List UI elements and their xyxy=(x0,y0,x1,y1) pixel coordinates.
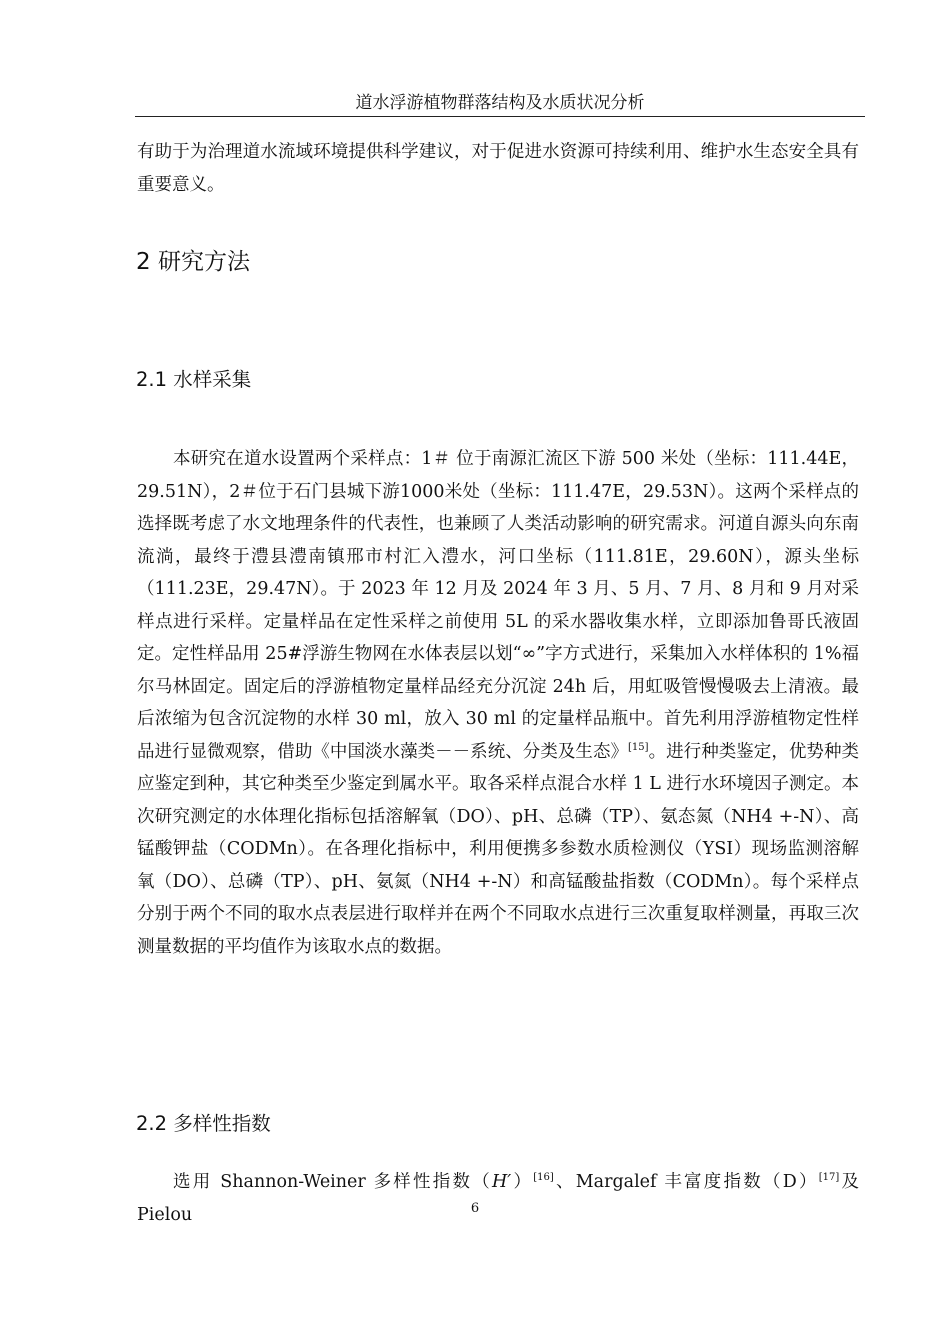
diversity-text-a: 选用 Shannon-Weiner 多样性指数（ xyxy=(173,1172,492,1192)
section-heading-methods: 2 研究方法 xyxy=(136,249,250,275)
diversity-text-c: 、Margalef 丰富度指数（D） xyxy=(553,1172,819,1192)
subsection-heading-sampling: 2.1 水样采集 xyxy=(136,368,252,391)
diversity-text-d: 及 Pielou xyxy=(137,1172,860,1225)
citation-17: [17] xyxy=(818,1172,840,1184)
sampling-text-part1: 本研究在道水设置两个采样点：1＃ 位于南源汇流区下游 500 米处（坐标：111.44E，29.51N），2＃位于石门县城下游1000米处（坐标：111.47E，29.53N）。这两个采样点的选择既考虑了水文地理条件的代表性，也兼顾了人类活动影响的研究需求。河道自源头向东南流淌，最终于澧县澧南镇邢市村汇入澧水，河口坐标（111.81E，29.60N），源头坐标（111.23E，29.47N）。于 2023 年 12 月及 2024 年 3 月、5 月、7 月、8 月和 9 月对采样点进行采样。定量样品在定性采样之前使用 5L 的采水器收集水样，立即添加鲁哥氏液固定。定性样品用 25#浮游生物网在水体表层以划“∞”字方式进行，采集加入水样体积的 1%福尔马林固定。固定后的浮游植物定量样品经充分沉淀 24h 后，用虹吸管慢慢吸去上清液。最后浓缩为包含沉淀物的水样 30 ml，放入 30 ml 的定量样品瓶中。首先利用浮游植物定性样品进行显微观察，借助《中国淡水藻类－－系统、分类及生态》 xyxy=(137,449,859,762)
sampling-paragraph xyxy=(137,443,859,963)
citation-15: [15] xyxy=(628,741,649,753)
sampling-text-part2: 。进行种类鉴定，优势种类应鉴定到种，其它种类至少鉴定到属水平。取各采样点混合水样 1 L 进行水环境因子测定。本次研究测定的水体理化指标包括溶解氧（DO）、pH、总磷（TP）、氨态氮（NH4 +-N）、高锰酸钾盐（CODMn）。在各理化指标中，利用便携多参数水质检测仪（YSI）现场监测溶解氧（DO）、总磷（TP）、pH、氨氮（NH4 +-N）和高锰酸盐指数（CODMn）。每个采样点分别于两个不同的取水点表层进行取样并在两个不同取水点进行三次重复取样测量，再取三次测量数据的平均值作为该取水点的数据。 xyxy=(137,741,859,957)
citation-16: [16] xyxy=(533,1172,554,1184)
running-header: 道水浮游植物群落结构及水质状况分析 xyxy=(355,93,645,113)
page-number: 6 xyxy=(470,1201,480,1216)
subsection-heading-diversity: 2.2 多样性指数 xyxy=(136,1112,271,1135)
shannon-symbol: H′ xyxy=(492,1172,512,1192)
diversity-paragraph xyxy=(137,1166,859,1231)
intro-paragraph: 有助于为治理道水流域环境提供科学建议，对于促进水资源可持续利用、维护水生态安全具有重要意义。 xyxy=(137,142,859,195)
header-divider xyxy=(135,116,865,117)
diversity-text-b: ） xyxy=(511,1172,534,1192)
